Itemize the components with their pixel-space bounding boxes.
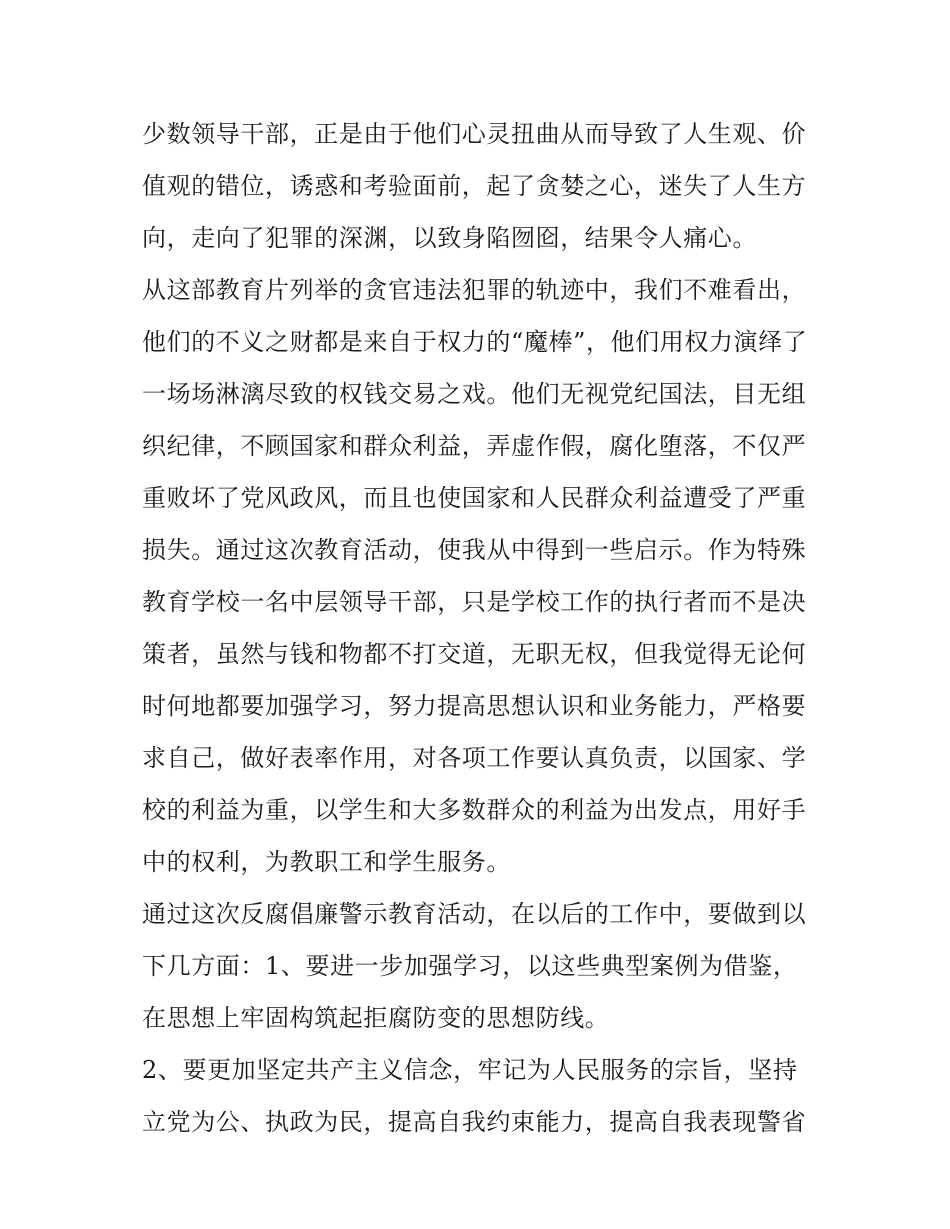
text-line: 2、要更加坚定共产主义信念，牢记为人民服务的宗旨，坚持 (142, 1056, 798, 1084)
text-line: 下几方面：1、要进一步加强学习，以这些典型案例为借鉴， (142, 952, 798, 980)
text-line: 织纪律，不顾国家和群众利益，弄虚作假，腐化堕落，不仅严 (142, 432, 807, 460)
text-line: 一场场淋漓尽致的权钱交易之戏。他们无视党纪国法，目无组 (142, 380, 807, 408)
text-line: 教育学校一名中层领导干部，只是学校工作的执行者而不是决 (142, 588, 807, 616)
text-line: 时何地都要加强学习，努力提高思想认识和业务能力，严格要 (142, 692, 807, 720)
text-line: 求自己，做好表率作用，对各项工作要认真负责，以国家、学 (142, 744, 807, 772)
text-line: 策者，虽然与钱和物都不打交道，无职无权，但我觉得无论何 (142, 640, 807, 668)
text-line: 向，走向了犯罪的深渊，以致身陷囫囵，结果令人痛心。 (142, 224, 757, 252)
text-line: 损失。通过这次教育活动，使我从中得到一些启示。作为特殊 (142, 536, 807, 564)
text-line: 中的权利，为教职工和学生服务。 (142, 848, 511, 876)
text-line: 通过这次反腐倡廉警示教育活动，在以后的工作中，要做到以 (142, 900, 807, 928)
text-line: 从这部教育片列举的贪官违法犯罪的轨迹中，我们不难看出， (142, 276, 807, 304)
text-line: 立党为公、执政为民，提高自我约束能力，提高自我表现警省 (142, 1108, 807, 1136)
text-line: 校的利益为重，以学生和大多数群众的利益为出发点，用好手 (142, 796, 807, 824)
text-line: 他们的不义之财都是来自于权力的“魔棒”，他们用权力演绎了 (142, 328, 808, 356)
text-line: 重败坏了党风政风，而且也使国家和人民群众利益遭受了严重 (142, 484, 807, 512)
text-line: 在思想上牢固构筑起拒腐防变的思想防线。 (142, 1004, 610, 1032)
text-line: 少数领导干部，正是由于他们心灵扭曲从而导致了人生观、价 (142, 120, 807, 148)
document-body (142, 108, 822, 1148)
text-line: 值观的错位，诱惑和考验面前，起了贪婪之心，迷失了人生方 (142, 172, 807, 200)
